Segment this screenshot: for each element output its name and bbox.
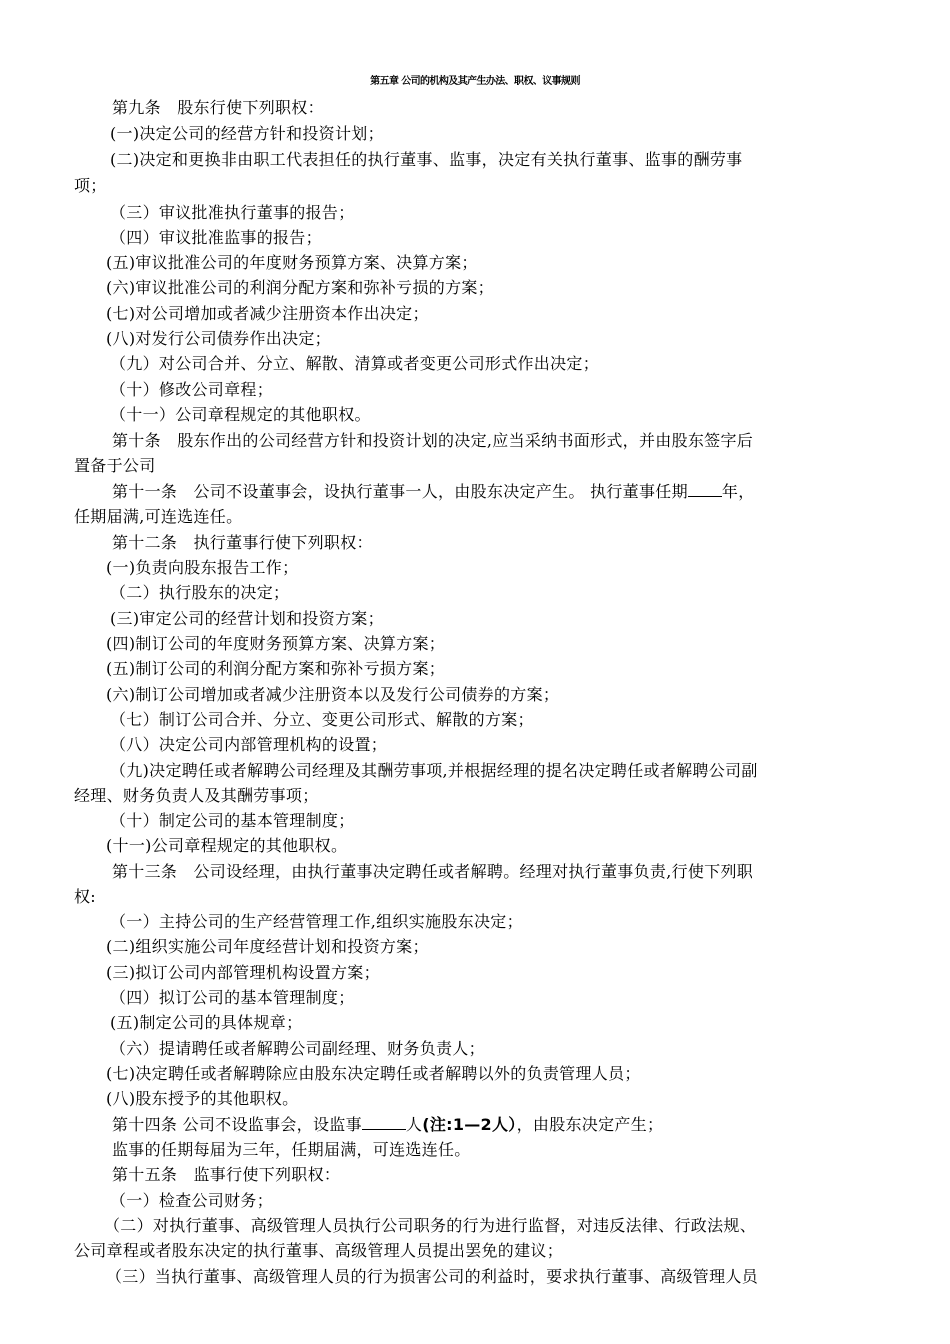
list-item: （一）检查公司财务； (110, 1191, 274, 1210)
article-11-line-1 (112, 482, 755, 502)
article-14-text-b: 人 (405, 1115, 423, 1134)
list-item: (六)审议批准公司的利润分配方案和弥补亏损的方案； (106, 278, 494, 297)
list-item: （三）审议批准执行董事的报告； (110, 203, 355, 222)
article-11-text-a: 第十一条 公司不设董事会，设执行董事一人，由股东决定产生。 执行董事任期 (112, 482, 688, 501)
list-item: 公司章程或者股东决定的执行董事、高级管理人员提出罢免的建议； (74, 1241, 564, 1260)
list-item: (一)负责向股东报告工作； (106, 558, 299, 577)
list-item: （四）拟订公司的基本管理制度； (110, 988, 355, 1007)
article-9-heading: 第九条 股东行使下列职权： (112, 98, 324, 117)
list-item: (五)审议批准公司的年度财务预算方案、决算方案； (106, 253, 478, 272)
list-item: (二)决定和更换非由职工代表担任的执行董事、监事，决定有关执行董事、监事的酬劳事 (110, 150, 743, 169)
list-item: 项； (74, 176, 107, 195)
article-14-note: (注:1—2人） (422, 1115, 517, 1134)
article-14-line-1 (112, 1115, 663, 1135)
list-item: （三）当执行董事、高级管理人员的行为损害公司的利益时，要求执行董事、高级管理人员 (106, 1267, 759, 1286)
list-item: (十一)公司章程规定的其他职权。 (106, 836, 348, 855)
list-item: （十一）公司章程规定的其他职权。 (110, 405, 371, 424)
list-item: (三)拟订公司内部管理机构设置方案； (106, 963, 380, 982)
list-item: （九)决定聘任或者解聘公司经理及其酬劳事项,并根据经理的提名决定聘任或者解聘公司副 (110, 761, 758, 780)
article-13-line-2: 权: (74, 887, 96, 906)
list-item: （十）制定公司的基本管理制度； (110, 811, 355, 830)
article-14-text-a: 第十四条 公司不设监事会，设监事 (112, 1115, 362, 1134)
list-item: (三)审定公司的经营计划和投资方案； (110, 609, 384, 628)
article-14-text-c: ，由股东决定产生； (516, 1115, 664, 1134)
list-item: （二）对执行董事、高级管理人员执行公司职务的行为进行监督，对违反法律、行政法规、 (104, 1216, 757, 1235)
article-10-line-2: 置备于公司 (74, 456, 156, 475)
article-11-line-2: 任期届满,可连选连任。 (74, 507, 243, 526)
list-item: (八)对发行公司债券作出决定； (106, 329, 331, 348)
list-item: (一)决定公司的经营方针和投资计划； (110, 124, 384, 143)
list-item: (五)制订公司的利润分配方案和弥补亏损方案； (106, 659, 446, 678)
article-15-heading: 第十五条 监事行使下列职权： (112, 1165, 341, 1184)
list-item: (四)制订公司的年度财务预算方案、决算方案； (106, 634, 446, 653)
term-years-blank (688, 482, 722, 497)
list-item: （七）制订公司合并、分立、变更公司形式、解散的方案； (110, 710, 534, 729)
list-item: （一）主持公司的生产经营管理工作,组织实施股东决定； (110, 912, 523, 931)
list-item: (二)组织实施公司年度经营计划和投资方案； (106, 937, 429, 956)
article-11-text-b: 年， (721, 482, 755, 501)
list-item: (五)制定公司的具体规章； (110, 1013, 303, 1032)
list-item: （二）执行股东的决定； (110, 583, 290, 602)
article-12-heading: 第十二条 执行董事行使下列职权： (112, 533, 373, 552)
list-item: （八）决定公司内部管理机构的设置； (110, 735, 388, 754)
list-item: （九）对公司合并、分立、解散、清算或者变更公司形式作出决定； (110, 354, 600, 373)
article-13-line-1: 第十三条 公司设经理，由执行董事决定聘任或者解聘。经理对执行董事负责,行使下列职 (112, 862, 754, 881)
list-item: （六）提请聘任或者解聘公司副经理、财务负责人； (110, 1039, 485, 1058)
article-10-line-1: 第十条 股东作出的公司经营方针和投资计划的决定,应当采纳书面形式，并由股东签字后 (112, 431, 754, 450)
list-item: (六)制订公司增加或者减少注册资本以及发行公司债券的方案； (106, 685, 560, 704)
list-item: 经理、财务负责人及其酬劳事项； (74, 786, 319, 805)
list-item: （四）审议批准监事的报告； (110, 228, 322, 247)
supervisor-count-blank (362, 1115, 406, 1130)
list-item: （十）修改公司章程； (110, 380, 274, 399)
list-item: (七)决定聘任或者解聘除应由股东决定聘任或者解聘以外的负责管理人员； (106, 1064, 641, 1083)
list-item: (七)对公司增加或者减少注册资本作出决定； (106, 304, 429, 323)
chapter-title: 第五章 公司的机构及其产生办法、职权、议事规则 (370, 76, 580, 87)
article-14-line-2: 监事的任期每届为三年，任期届满，可连选连任。 (112, 1140, 471, 1159)
list-item: (八)股东授予的其他职权。 (106, 1089, 299, 1108)
